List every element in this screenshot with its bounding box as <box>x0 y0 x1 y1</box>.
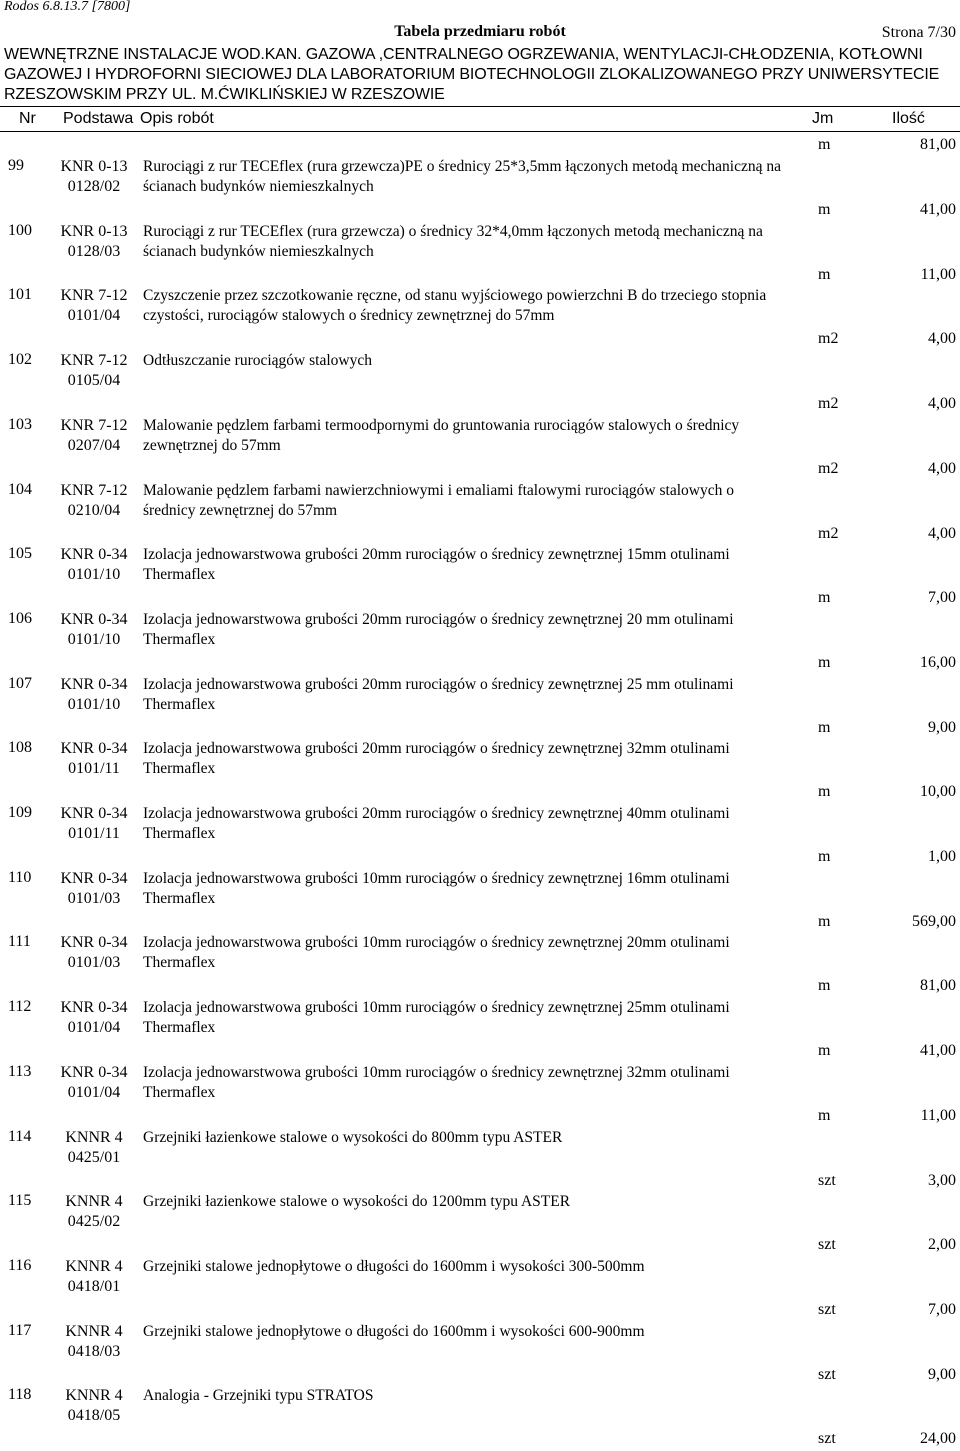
row-basis-catalog: KNNR 4 <box>65 1387 123 1404</box>
row-amount: 4,00 <box>928 460 956 477</box>
row-description: Izolacja jednowarstwowa grubości 20mm rurociągów o średnicy zewnętrznej 40mm otulinami Thermaflex <box>143 805 730 842</box>
column-header-opis: Opis robót <box>140 110 214 127</box>
page-number: Strona 7/30 <box>881 24 956 41</box>
row-basis-catalog: KNNR 4 <box>65 1129 123 1146</box>
row-amount: 11,00 <box>920 1107 956 1124</box>
row-amount: 4,00 <box>928 330 956 347</box>
row-basis <box>54 610 134 650</box>
row-unit: m <box>818 589 831 606</box>
row-unit: m <box>818 783 831 800</box>
row-description: Rurociągi z rur TECEflex (rura grzewcza) o średnicy 32*4,0mm łączonych metodą mechaniczną na ścianach budynków niemieszkalnych <box>143 223 763 260</box>
row-number: 108 <box>8 739 32 756</box>
row-basis <box>54 1386 134 1426</box>
row-unit: m <box>818 266 831 283</box>
row-quantity <box>0 395 960 415</box>
row-basis-position: 0418/01 <box>67 1278 121 1295</box>
row-basis <box>54 675 134 715</box>
row-quantity <box>0 1172 960 1192</box>
row-amount: 2,00 <box>928 1236 956 1253</box>
row-quantity <box>0 1107 960 1127</box>
row-description: Izolacja jednowarstwowa grubości 20mm rurociągów o średnicy zewnętrznej 32mm otulinami Thermaflex <box>143 740 730 777</box>
row-basis-catalog: KNR 7-12 <box>60 287 128 304</box>
row-basis-catalog: KNNR 4 <box>65 1258 123 1275</box>
row-quantity <box>0 1366 960 1386</box>
row-basis-position: 0101/10 <box>67 566 121 583</box>
row-quantity <box>0 977 960 997</box>
row-basis-catalog: KNR 0-34 <box>60 676 128 693</box>
project-title-line-2: GAZOWEJ I HYDROFORNI SIECIOWEJ DLA LABORATORIUM BIOTECHNOLOGII ZLOKALIZOWANEGO PRZY UNIWERSYTECIE <box>4 66 940 83</box>
row-basis-position: 0101/04 <box>67 1084 121 1101</box>
row-basis-catalog: KNR 0-34 <box>60 611 128 628</box>
row-quantity <box>0 1236 960 1256</box>
row-basis-position: 0105/04 <box>67 372 121 389</box>
row-description: Malowanie pędzlem farbami termoodpornymi do gruntowania rurociągów stalowych o średnicy zewnętrznej do 57mm <box>143 417 740 454</box>
row-basis-catalog: KNR 0-13 <box>60 158 128 175</box>
row-basis <box>54 481 134 521</box>
row-basis-position: 0101/04 <box>67 307 121 324</box>
row-basis-catalog: KNR 0-34 <box>60 934 128 951</box>
column-header-ilosc: Ilość <box>892 110 925 127</box>
row-amount: 16,00 <box>920 654 956 671</box>
row-quantity <box>0 201 960 221</box>
row-basis <box>54 1257 134 1297</box>
row-basis-catalog: KNR 0-34 <box>60 546 128 563</box>
row-amount: 24,00 <box>920 1430 956 1447</box>
row-number: 116 <box>8 1257 32 1274</box>
row-basis-catalog: KNNR 4 <box>65 1193 123 1210</box>
row-basis-catalog: KNR 7-12 <box>60 417 128 434</box>
row-number: 103 <box>8 416 32 433</box>
row-basis-position: 0101/10 <box>67 631 121 648</box>
row-quantity <box>0 589 960 609</box>
carry-over-unit: m <box>818 136 831 153</box>
row-basis <box>54 1192 134 1232</box>
row-description: Czyszczenie przez szczotkowanie ręczne, od stanu wyjściowego powierzchni B do trzeciego stopnia czystości, rurociągów stalowych o średnicy zewnętrznej do 57mm <box>143 287 767 324</box>
row-unit: szt <box>818 1430 836 1447</box>
row-quantity <box>0 266 960 286</box>
row-basis <box>54 222 134 262</box>
row-basis <box>54 1063 134 1103</box>
row-amount: 9,00 <box>928 719 956 736</box>
program-version: Rodos 6.8.13.7 [7800] <box>4 0 131 14</box>
row-amount: 3,00 <box>928 1172 956 1189</box>
row-basis-catalog: KNR 0-34 <box>60 999 128 1016</box>
row-basis-position: 0207/04 <box>67 437 121 454</box>
row-quantity <box>0 525 960 545</box>
row-basis-catalog: KNR 0-34 <box>60 1064 128 1081</box>
row-amount: 569,00 <box>912 913 956 930</box>
row-description: Malowanie pędzlem farbami nawierzchniowymi i emaliami ftalowymi rurociągów stalowych o średnicy zewnętrznej do 57mm <box>143 482 734 519</box>
row-number: 112 <box>8 998 32 1015</box>
row-quantity <box>0 783 960 803</box>
row-unit: m2 <box>818 330 839 347</box>
row-amount: 11,00 <box>920 266 956 283</box>
row-number: 104 <box>8 481 32 498</box>
row-basis-position: 0128/03 <box>67 243 121 260</box>
row-basis-catalog: KNR 7-12 <box>60 482 128 499</box>
row-amount: 7,00 <box>928 589 956 606</box>
row-amount: 9,00 <box>928 1366 956 1383</box>
row-amount: 81,00 <box>920 977 956 994</box>
row-unit: m2 <box>818 460 839 477</box>
row-amount: 41,00 <box>920 201 956 218</box>
row-description: Izolacja jednowarstwowa grubości 10mm rurociągów o średnicy zewnętrznej 20mm otulinami Thermaflex <box>143 934 730 971</box>
row-basis-position: 0425/02 <box>67 1213 121 1230</box>
column-header-nr: Nr <box>19 110 36 127</box>
row-amount: 10,00 <box>920 783 956 800</box>
row-basis <box>54 933 134 973</box>
row-number: 111 <box>8 933 31 950</box>
row-description: Izolacja jednowarstwowa grubości 20mm rurociągów o średnicy zewnętrznej 25 mm otulinami Thermaflex <box>143 676 734 713</box>
row-quantity <box>0 1301 960 1321</box>
document-title: Tabela przedmiaru robót <box>394 23 566 40</box>
row-basis <box>54 1128 134 1168</box>
header-rule-top <box>0 106 960 107</box>
row-basis-position: 0101/11 <box>68 760 120 777</box>
row-description: Analogia - Grzejniki typu STRATOS <box>143 1387 374 1404</box>
row-unit: m2 <box>818 525 839 542</box>
row-basis-position: 0101/04 <box>67 1019 121 1036</box>
row-description: Izolacja jednowarstwowa grubości 20mm rurociągów o średnicy zewnętrznej 20 mm otulinami Thermaflex <box>143 611 734 648</box>
row-unit: m <box>818 848 831 865</box>
row-unit: m <box>818 977 831 994</box>
row-number: 118 <box>8 1386 32 1403</box>
row-number: 101 <box>8 286 32 303</box>
row-basis-catalog: KNR 0-34 <box>60 805 128 822</box>
row-basis <box>54 545 134 585</box>
row-description: Grzejniki łazienkowe stalowe o wysokości do 1200mm typu ASTER <box>143 1193 571 1210</box>
carry-over-quantity <box>0 136 960 156</box>
row-description: Izolacja jednowarstwowa grubości 10mm rurociągów o średnicy zewnętrznej 16mm otulinami Thermaflex <box>143 870 730 907</box>
row-amount: 4,00 <box>928 395 956 412</box>
row-basis-position: 0210/04 <box>67 502 121 519</box>
row-basis-position: 0101/11 <box>68 825 120 842</box>
row-number: 105 <box>8 545 32 562</box>
row-unit: m <box>818 719 831 736</box>
column-header-jm: Jm <box>812 110 834 127</box>
row-basis-position: 0101/10 <box>67 696 121 713</box>
row-unit: m2 <box>818 395 839 412</box>
row-basis <box>54 1322 134 1362</box>
row-basis <box>54 416 134 456</box>
row-number: 107 <box>8 675 32 692</box>
row-number: 114 <box>8 1128 32 1145</box>
row-basis-catalog: KNNR 4 <box>65 1323 123 1340</box>
row-description: Grzejniki stalowe jednopłytowe o długości do 1600mm i wysokości 600-900mm <box>143 1323 645 1340</box>
row-description: Odtłuszczanie rurociągów stalowych <box>143 352 372 369</box>
row-number: 110 <box>8 869 32 886</box>
row-description: Rurociągi z rur TECEflex (rura grzewcza)PE o średnicy 25*3,5mm łączonych metodą mechaniczną na ścianach budynków niemieszkalnych <box>143 158 781 195</box>
row-quantity <box>0 330 960 350</box>
row-quantity <box>0 848 960 868</box>
row-quantity <box>0 1042 960 1062</box>
row-unit: m <box>818 201 831 218</box>
row-basis-position: 0418/03 <box>67 1343 121 1360</box>
row-number: 117 <box>8 1322 32 1339</box>
row-amount: 41,00 <box>920 1042 956 1059</box>
row-description: Izolacja jednowarstwowa grubości 10mm rurociągów o średnicy zewnętrznej 25mm otulinami Thermaflex <box>143 999 730 1036</box>
row-number: 113 <box>8 1063 32 1080</box>
row-unit: m <box>818 1042 831 1059</box>
row-basis <box>54 869 134 909</box>
row-unit: m <box>818 913 831 930</box>
row-quantity <box>0 1430 960 1450</box>
row-number: 102 <box>8 351 32 368</box>
row-unit: m <box>818 654 831 671</box>
row-basis <box>54 998 134 1038</box>
row-amount: 1,00 <box>928 848 956 865</box>
row-number: 106 <box>8 610 32 627</box>
project-title-line-3: RZESZOWSKIM PRZY UL. M.ĆWIKLIŃSKIEJ W RZESZOWIE <box>4 86 445 103</box>
row-basis-catalog: KNR 0-34 <box>60 870 128 887</box>
row-basis-catalog: KNR 0-34 <box>60 740 128 757</box>
row-unit: m <box>818 1107 831 1124</box>
row-number: 99 <box>8 157 24 174</box>
row-quantity <box>0 460 960 480</box>
column-header-podstawa: Podstawa <box>63 110 134 127</box>
header-rule-bottom <box>0 131 960 132</box>
row-basis-catalog: KNR 0-13 <box>60 223 128 240</box>
row-unit: szt <box>818 1366 836 1383</box>
row-basis-position: 0425/01 <box>67 1149 121 1166</box>
row-basis <box>54 351 134 391</box>
row-basis-position: 0101/03 <box>67 954 121 971</box>
project-title-line-1: WEWNĘTRZNE INSTALACJE WOD.KAN. GAZOWA ,CENTRALNEGO OGRZEWANIA, WENTYLACJI-CHŁODZENIA, KOTŁOWNI <box>4 46 923 63</box>
row-description: Grzejniki łazienkowe stalowe o wysokości do 800mm typu ASTER <box>143 1129 563 1146</box>
row-basis <box>54 804 134 844</box>
row-unit: szt <box>818 1236 836 1253</box>
carry-over-amount: 81,00 <box>920 136 956 153</box>
row-basis <box>54 739 134 779</box>
row-quantity <box>0 913 960 933</box>
row-amount: 4,00 <box>928 525 956 542</box>
row-description: Izolacja jednowarstwowa grubości 20mm rurociągów o średnicy zewnętrznej 15mm otulinami Thermaflex <box>143 546 730 583</box>
row-basis-position: 0128/02 <box>67 178 121 195</box>
row-unit: szt <box>818 1172 836 1189</box>
row-basis-position: 0101/03 <box>67 890 121 907</box>
row-number: 109 <box>8 804 32 821</box>
row-basis <box>54 157 134 197</box>
row-description: Izolacja jednowarstwowa grubości 10mm rurociągów o średnicy zewnętrznej 32mm otulinami Thermaflex <box>143 1064 730 1101</box>
row-number: 100 <box>8 222 32 239</box>
row-description: Grzejniki stalowe jednopłytowe o długości do 1600mm i wysokości 300-500mm <box>143 1258 645 1275</box>
row-basis <box>54 286 134 326</box>
row-basis-position: 0418/05 <box>67 1407 121 1424</box>
row-unit: szt <box>818 1301 836 1318</box>
row-quantity <box>0 654 960 674</box>
row-basis-catalog: KNR 7-12 <box>60 352 128 369</box>
row-number: 115 <box>8 1192 32 1209</box>
row-quantity <box>0 719 960 739</box>
row-amount: 7,00 <box>928 1301 956 1318</box>
